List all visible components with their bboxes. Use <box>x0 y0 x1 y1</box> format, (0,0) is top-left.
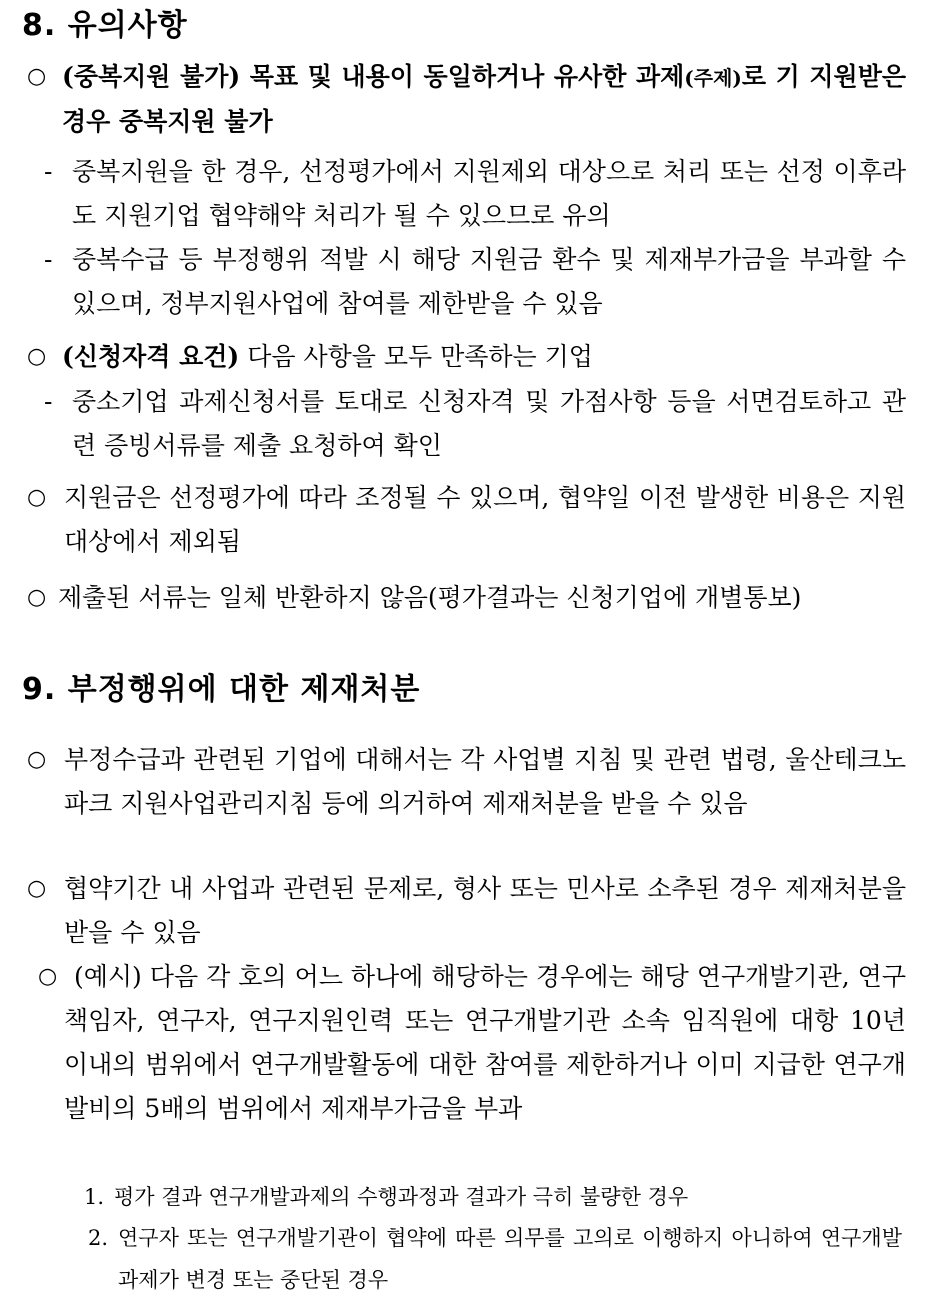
bullet-circle: ○ <box>27 876 47 901</box>
bullet-circle: ○ <box>27 64 47 89</box>
sub-notice-2: 중복수급 등 부정행위 적발 시 해당 지원금 환수 및 제재부가금을 부과할 수 있으며, 정부지원사업에 참여를 제한받을 수 있음 <box>72 245 906 318</box>
dash-bullet: - <box>44 157 53 186</box>
sub-notice-eligibility: 중소기업 과제신청서를 토대로 신청자격 및 가점사항 등을 서면검토하고 관련 증빙서류를 제출 요청하여 확인 <box>72 387 906 460</box>
bullet-circle: ○ <box>27 585 47 610</box>
numbered-case-1: 평가 결과 연구개발과제의 수행과정과 결과가 극히 불량한 경우 <box>114 1185 689 1209</box>
section-8-heading: 8. 유의사항 <box>22 8 188 43</box>
notice-text: 목표 및 내용이 동일하거나 유사한 과제 <box>240 62 685 91</box>
section-9-heading: 9. 부정행위에 대한 제재처분 <box>22 672 421 707</box>
bullet-circle: ○ <box>27 747 47 772</box>
notice-subsidy: 지원금은 선정평가에 따라 조정될 수 있으며, 협약일 이전 발생한 비용은 지원대상에서 제외됨 <box>64 483 906 556</box>
bullet-circle: ○ <box>27 344 47 369</box>
numbered-case-2: 연구자 또는 연구개발기관이 협약에 따른 의무를 고의로 이행하지 아니하여 연구개발과제가 변경 또는 중단된 경우 <box>118 1226 902 1292</box>
dash-bullet: - <box>44 245 53 274</box>
notice-duplicate-support <box>62 55 906 144</box>
notice-documents: 제출된 서류는 일체 반환하지 않음(평가결과는 신청기업에 개별통보) <box>58 583 802 612</box>
notice-eligibility <box>62 335 906 379</box>
notice-text-cont: 로 기 지원받은 경우 중복지원 불가 <box>62 62 907 136</box>
bullet-circle: ○ <box>38 964 58 989</box>
list-number: 1. <box>84 1185 105 1209</box>
small-note: (주제) <box>684 66 742 90</box>
sanction-item-2: 협약기간 내 사업과 관련된 문제로, 형사 또는 민사로 소추된 경우 제재처분을 받을 수 있음 <box>64 874 906 947</box>
dash-bullet: - <box>44 387 53 416</box>
sanction-item-1: 부정수급과 관련된 기업에 대해서는 각 사업별 지침 및 관련 법령, 울산테크노파크 지원사업관리지침 등에 의거하여 제재처분을 받을 수 있음 <box>64 745 906 818</box>
sanction-example: (예시) 다음 각 호의 어느 하나에 해당하는 경우에는 해당 연구개발기관, 연구책임자, 연구자, 연구지원인력 또는 연구개발기관 소속 임직원에 대항 10년 이내의 범위에서 연구개발활동에 대한 참여를 제한하거나 이미 지급한 연구개발비의 5배의 범위에서 제재부가금을 부과 <box>64 962 906 1123</box>
bullet-circle: ○ <box>27 485 47 510</box>
bold-label: (중복지원 불가) <box>62 62 241 91</box>
list-number: 2. <box>88 1226 109 1250</box>
bold-label: (신청자격 요건) <box>62 342 240 371</box>
sub-notice-1: 중복지원을 한 경우, 선정평가에서 지원제외 대상으로 처리 또는 선정 이후라도 지원기업 협약해약 처리가 될 수 있으므로 유의 <box>72 157 906 230</box>
notice-text: 다음 사항을 모두 만족하는 기업 <box>239 342 593 371</box>
